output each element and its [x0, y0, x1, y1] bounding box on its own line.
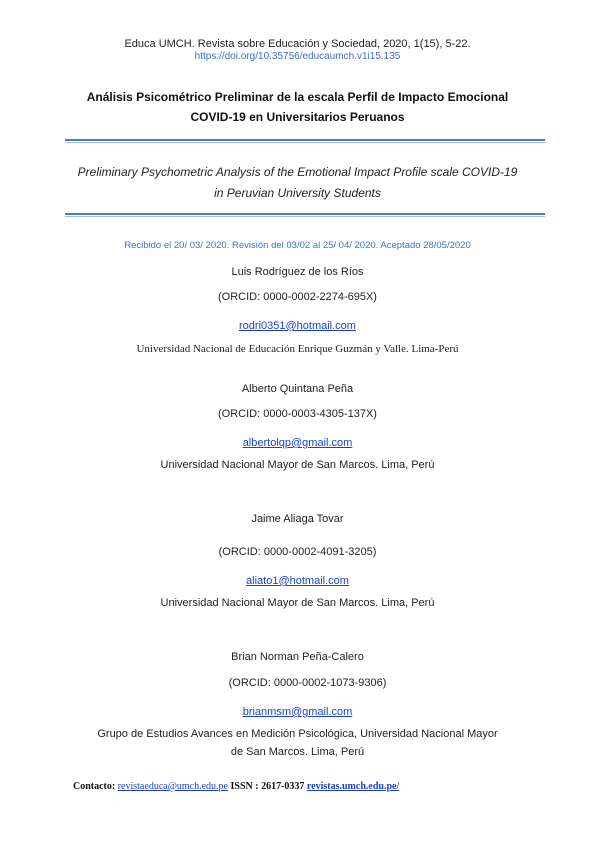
submission-dates: Recibido el 20/ 03/ 2020. Revisión del 03/02 al 25/ 04/ 2020. Aceptado 28/05/2020: [124, 240, 471, 251]
author-4-name: Brian Norman Peña-Calero: [231, 651, 364, 663]
author-3-name: Jaime Aliaga Tovar: [251, 513, 344, 525]
title-english: [0, 162, 595, 204]
author-3-email[interactable]: aliato1@hotmail.com: [246, 575, 349, 587]
divider-bottom-shadow: [65, 216, 545, 217]
title-spanish-line-2: COVID-19 en Universitarios Peruanos: [190, 110, 405, 124]
journal-site-link[interactable]: revistas.umch.edu.pe/: [306, 781, 400, 792]
author-2-affiliation: Universidad Nacional Mayor de San Marcos. Lima, Perú: [160, 459, 435, 471]
doi-link[interactable]: https://doi.org/10.35756/educaumch.v1i15.135: [194, 51, 401, 62]
title-english-line-2: in Peruvian University Students: [214, 186, 381, 200]
author-4-email[interactable]: brianmsm@gmail.com: [242, 706, 353, 718]
issn-label: ISSN : 2617-0337: [230, 781, 305, 792]
contact-email-link[interactable]: revistaeduca@umch.edu.pe: [117, 781, 228, 792]
author-3-orcid: (ORCID: 0000-0002-4091-3205): [218, 546, 377, 558]
contact-label: Contacto:: [73, 781, 116, 792]
author-2-name: Alberto Quintana Peña: [241, 383, 354, 395]
title-spanish: [0, 87, 595, 127]
divider-top: [65, 139, 545, 141]
journal-citation: Educa UMCH. Revista sobre Educación y Sociedad, 2020, 1(15), 5-22.: [124, 38, 471, 50]
author-4-orcid: (ORCID: 0000-0002-1073-9306): [228, 677, 387, 689]
author-1-name: Luis Rodríguez de los Ríos: [231, 266, 364, 278]
author-1-email[interactable]: rodri0351@hotmail.com: [239, 320, 356, 332]
divider-bottom: [65, 213, 545, 215]
author-2-email[interactable]: albertolqp@gmail.com: [242, 437, 353, 449]
divider-top-shadow: [65, 142, 545, 143]
author-1-orcid: (ORCID: 0000-0002-2274-695X): [218, 291, 377, 303]
author-2-orcid: (ORCID: 0000-0003-4305-137X): [218, 408, 377, 420]
author-4-affiliation-line-2: de San Marcos. Lima, Perú: [230, 746, 365, 758]
footer-contact: [73, 781, 399, 792]
title-english-line-1: Preliminary Psychometric Analysis of the Emotional Impact Profile scale COVID-19: [77, 165, 518, 179]
author-4-affiliation-line-1: Grupo de Estudios Avances en Medición Psicológica, Universidad Nacional Mayor: [97, 728, 498, 740]
author-3-affiliation: Universidad Nacional Mayor de San Marcos. Lima, Perú: [160, 597, 435, 609]
title-spanish-line-1: Análisis Psicométrico Preliminar de la escala Perfil de Impacto Emocional: [86, 90, 509, 104]
author-1-affiliation: Universidad Nacional de Educación Enrique Guzmán y Valle. Lima-Perú: [136, 343, 459, 355]
